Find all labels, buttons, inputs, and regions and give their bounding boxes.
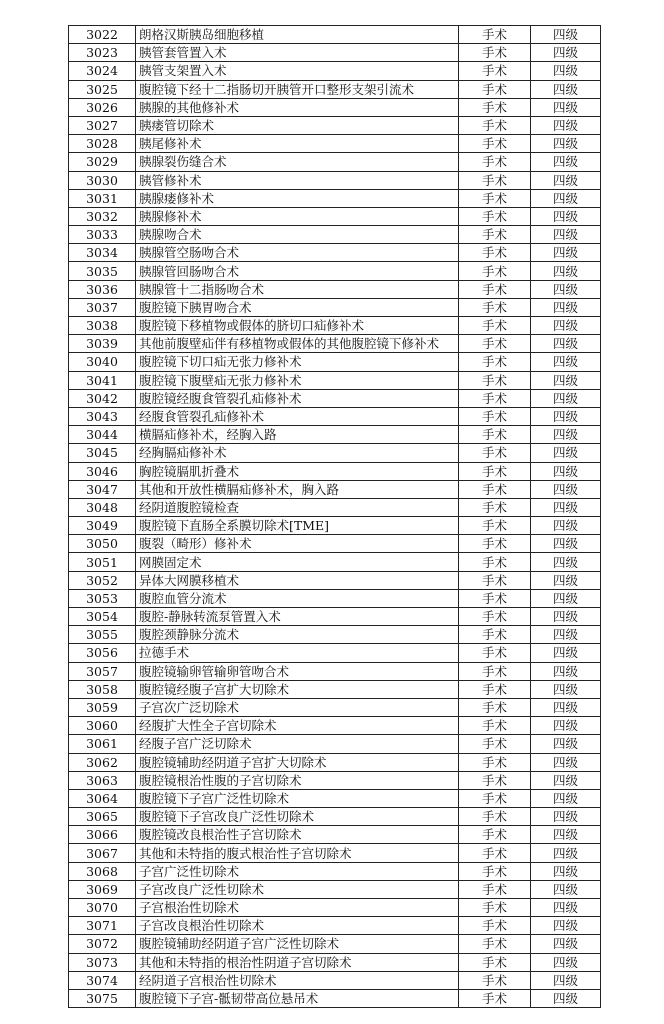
- level-cell: 四级: [531, 644, 601, 662]
- code-cell: 3054: [69, 608, 136, 626]
- code-cell: 3030: [69, 171, 136, 189]
- name-cell: 腹腔镜改良根治性子宫切除术: [136, 826, 459, 844]
- code-cell: 3069: [69, 880, 136, 898]
- level-cell: 四级: [531, 44, 601, 62]
- type-cell: 手术: [459, 608, 531, 626]
- table-row: [69, 917, 601, 935]
- table-row: [69, 244, 601, 262]
- type-cell: 手术: [459, 62, 531, 80]
- type-cell: 手术: [459, 844, 531, 862]
- table-row: [69, 644, 601, 662]
- table-row: [69, 789, 601, 807]
- type-cell: 手术: [459, 971, 531, 989]
- table-row: [69, 171, 601, 189]
- type-cell: 手术: [459, 116, 531, 134]
- type-cell: 手术: [459, 935, 531, 953]
- level-cell: 四级: [531, 444, 601, 462]
- level-cell: 四级: [531, 98, 601, 116]
- level-cell: 四级: [531, 26, 601, 44]
- table-row: [69, 535, 601, 553]
- code-cell: 3052: [69, 571, 136, 589]
- table-row: [69, 953, 601, 971]
- name-cell: 子宫改良广泛性切除术: [136, 880, 459, 898]
- code-cell: 3064: [69, 789, 136, 807]
- code-cell: 3031: [69, 189, 136, 207]
- table-row: [69, 626, 601, 644]
- code-cell: 3063: [69, 771, 136, 789]
- type-cell: 手术: [459, 553, 531, 571]
- code-cell: 3028: [69, 135, 136, 153]
- name-cell: 腹腔镜辅助经阴道子宫扩大切除术: [136, 753, 459, 771]
- type-cell: 手术: [459, 317, 531, 335]
- level-cell: 四级: [531, 389, 601, 407]
- level-cell: 四级: [531, 899, 601, 917]
- name-cell: 经阴道子宫根治性切除术: [136, 971, 459, 989]
- name-cell: 腹腔镜下切口疝无张力修补术: [136, 353, 459, 371]
- code-cell: 3067: [69, 844, 136, 862]
- level-cell: 四级: [531, 189, 601, 207]
- procedure-table-body: [69, 26, 601, 1008]
- procedure-table: [68, 25, 601, 1008]
- type-cell: 手术: [459, 953, 531, 971]
- code-cell: 3023: [69, 44, 136, 62]
- level-cell: 四级: [531, 207, 601, 225]
- name-cell: 经腹扩大性全子宫切除术: [136, 717, 459, 735]
- name-cell: 胰尾修补术: [136, 135, 459, 153]
- name-cell: 胰腺管回肠吻合术: [136, 262, 459, 280]
- name-cell: 腹腔镜下子宫-骶韧带高位悬吊术: [136, 989, 459, 1007]
- name-cell: 胰腺裂伤缝合术: [136, 153, 459, 171]
- level-cell: 四级: [531, 226, 601, 244]
- name-cell: 腹腔镜下子宫广泛性切除术: [136, 789, 459, 807]
- level-cell: 四级: [531, 298, 601, 316]
- table-row: [69, 298, 601, 316]
- type-cell: 手术: [459, 98, 531, 116]
- type-cell: 手术: [459, 753, 531, 771]
- type-cell: 手术: [459, 789, 531, 807]
- name-cell: 胰管支架置入术: [136, 62, 459, 80]
- level-cell: 四级: [531, 171, 601, 189]
- code-cell: 3024: [69, 62, 136, 80]
- code-cell: 3037: [69, 298, 136, 316]
- code-cell: 3040: [69, 353, 136, 371]
- level-cell: 四级: [531, 280, 601, 298]
- level-cell: 四级: [531, 917, 601, 935]
- table-row: [69, 698, 601, 716]
- type-cell: 手术: [459, 571, 531, 589]
- type-cell: 手术: [459, 44, 531, 62]
- level-cell: 四级: [531, 735, 601, 753]
- level-cell: 四级: [531, 771, 601, 789]
- table-row: [69, 62, 601, 80]
- name-cell: 腹腔颈静脉分流术: [136, 626, 459, 644]
- level-cell: 四级: [531, 244, 601, 262]
- table-row: [69, 553, 601, 571]
- level-cell: 四级: [531, 880, 601, 898]
- type-cell: 手术: [459, 26, 531, 44]
- code-cell: 3060: [69, 717, 136, 735]
- name-cell: 胰腺修补术: [136, 207, 459, 225]
- code-cell: 3036: [69, 280, 136, 298]
- name-cell: 腹腔-静脉转流泵管置入术: [136, 608, 459, 626]
- name-cell: 胰管套管置入术: [136, 44, 459, 62]
- table-row: [69, 899, 601, 917]
- type-cell: 手术: [459, 480, 531, 498]
- name-cell: 胰管修补术: [136, 171, 459, 189]
- code-cell: 3066: [69, 826, 136, 844]
- type-cell: 手术: [459, 989, 531, 1007]
- table-row: [69, 480, 601, 498]
- name-cell: 腹腔镜经腹食管裂孔疝修补术: [136, 389, 459, 407]
- table-row: [69, 462, 601, 480]
- code-cell: 3062: [69, 753, 136, 771]
- code-cell: 3065: [69, 808, 136, 826]
- name-cell: 胸腔镜膈肌折叠术: [136, 462, 459, 480]
- code-cell: 3025: [69, 80, 136, 98]
- code-cell: 3045: [69, 444, 136, 462]
- level-cell: 四级: [531, 80, 601, 98]
- name-cell: 腹腔镜输卵管输卵管吻合术: [136, 662, 459, 680]
- type-cell: 手术: [459, 808, 531, 826]
- table-row: [69, 207, 601, 225]
- name-cell: 网膜固定术: [136, 553, 459, 571]
- name-cell: 朗格汉斯胰岛细胞移植: [136, 26, 459, 44]
- table-row: [69, 880, 601, 898]
- code-cell: 3061: [69, 735, 136, 753]
- level-cell: 四级: [531, 680, 601, 698]
- name-cell: 胰腺吻合术: [136, 226, 459, 244]
- code-cell: 3072: [69, 935, 136, 953]
- level-cell: 四级: [531, 353, 601, 371]
- type-cell: 手术: [459, 880, 531, 898]
- code-cell: 3070: [69, 899, 136, 917]
- type-cell: 手术: [459, 262, 531, 280]
- level-cell: 四级: [531, 462, 601, 480]
- table-row: [69, 407, 601, 425]
- table-row: [69, 808, 601, 826]
- table-row: [69, 153, 601, 171]
- name-cell: 胰腺的其他修补术: [136, 98, 459, 116]
- code-cell: 3055: [69, 626, 136, 644]
- level-cell: 四级: [531, 517, 601, 535]
- table-row: [69, 571, 601, 589]
- type-cell: 手术: [459, 899, 531, 917]
- level-cell: 四级: [531, 535, 601, 553]
- table-row: [69, 317, 601, 335]
- level-cell: 四级: [531, 589, 601, 607]
- type-cell: 手术: [459, 826, 531, 844]
- type-cell: 手术: [459, 735, 531, 753]
- level-cell: 四级: [531, 335, 601, 353]
- level-cell: 四级: [531, 789, 601, 807]
- level-cell: 四级: [531, 135, 601, 153]
- type-cell: 手术: [459, 771, 531, 789]
- type-cell: 手术: [459, 80, 531, 98]
- level-cell: 四级: [531, 480, 601, 498]
- table-row: [69, 135, 601, 153]
- code-cell: 3039: [69, 335, 136, 353]
- table-row: [69, 426, 601, 444]
- level-cell: 四级: [531, 662, 601, 680]
- table-row: [69, 189, 601, 207]
- code-cell: 3057: [69, 662, 136, 680]
- type-cell: 手术: [459, 698, 531, 716]
- code-cell: 3047: [69, 480, 136, 498]
- table-row: [69, 335, 601, 353]
- type-cell: 手术: [459, 371, 531, 389]
- table-row: [69, 771, 601, 789]
- table-row: [69, 935, 601, 953]
- level-cell: 四级: [531, 426, 601, 444]
- code-cell: 3029: [69, 153, 136, 171]
- type-cell: 手术: [459, 135, 531, 153]
- type-cell: 手术: [459, 153, 531, 171]
- name-cell: 其他和开放性横膈疝修补术，胸入路: [136, 480, 459, 498]
- level-cell: 四级: [531, 953, 601, 971]
- name-cell: 异体大网膜移植术: [136, 571, 459, 589]
- type-cell: 手术: [459, 353, 531, 371]
- level-cell: 四级: [531, 971, 601, 989]
- type-cell: 手术: [459, 426, 531, 444]
- code-cell: 3071: [69, 917, 136, 935]
- name-cell: 腹腔镜根治性腹的子宫切除术: [136, 771, 459, 789]
- type-cell: 手术: [459, 298, 531, 316]
- level-cell: 四级: [531, 862, 601, 880]
- name-cell: 子宫根治性切除术: [136, 899, 459, 917]
- code-cell: 3034: [69, 244, 136, 262]
- code-cell: 3022: [69, 26, 136, 44]
- name-cell: 腹腔镜下胰胃吻合术: [136, 298, 459, 316]
- level-cell: 四级: [531, 571, 601, 589]
- type-cell: 手术: [459, 171, 531, 189]
- type-cell: 手术: [459, 498, 531, 516]
- table-row: [69, 98, 601, 116]
- name-cell: 腹腔血管分流术: [136, 589, 459, 607]
- type-cell: 手术: [459, 644, 531, 662]
- level-cell: 四级: [531, 407, 601, 425]
- name-cell: 胰腺管十二指肠吻合术: [136, 280, 459, 298]
- type-cell: 手术: [459, 226, 531, 244]
- code-cell: 3032: [69, 207, 136, 225]
- type-cell: 手术: [459, 517, 531, 535]
- code-cell: 3044: [69, 426, 136, 444]
- level-cell: 四级: [531, 317, 601, 335]
- name-cell: 经胸膈疝修补术: [136, 444, 459, 462]
- type-cell: 手术: [459, 862, 531, 880]
- level-cell: 四级: [531, 717, 601, 735]
- table-row: [69, 753, 601, 771]
- name-cell: 横膈疝修补术，经胸入路: [136, 426, 459, 444]
- level-cell: 四级: [531, 626, 601, 644]
- type-cell: 手术: [459, 189, 531, 207]
- code-cell: 3038: [69, 317, 136, 335]
- type-cell: 手术: [459, 535, 531, 553]
- table-row: [69, 280, 601, 298]
- code-cell: 3051: [69, 553, 136, 571]
- name-cell: 腹裂（畸形）修补术: [136, 535, 459, 553]
- name-cell: 经腹食管裂孔疝修补术: [136, 407, 459, 425]
- type-cell: 手术: [459, 462, 531, 480]
- type-cell: 手术: [459, 589, 531, 607]
- level-cell: 四级: [531, 989, 601, 1007]
- type-cell: 手术: [459, 389, 531, 407]
- type-cell: 手术: [459, 207, 531, 225]
- name-cell: 胰瘘管切除术: [136, 116, 459, 134]
- name-cell: 胰腺管空肠吻合术: [136, 244, 459, 262]
- code-cell: 3042: [69, 389, 136, 407]
- table-row: [69, 662, 601, 680]
- name-cell: 经腹子宫广泛切除术: [136, 735, 459, 753]
- level-cell: 四级: [531, 498, 601, 516]
- table-row: [69, 589, 601, 607]
- code-cell: 3048: [69, 498, 136, 516]
- name-cell: 其他前腹壁疝伴有移植物或假体的其他腹腔镜下修补术: [136, 335, 459, 353]
- code-cell: 3056: [69, 644, 136, 662]
- table-row: [69, 717, 601, 735]
- table-row: [69, 971, 601, 989]
- name-cell: 腹腔镜下直肠全系膜切除术[TME]: [136, 517, 459, 535]
- level-cell: 四级: [531, 153, 601, 171]
- name-cell: 腹腔镜经腹子宫扩大切除术: [136, 680, 459, 698]
- name-cell: 腹腔镜下移植物或假体的脐切口疝修补术: [136, 317, 459, 335]
- level-cell: 四级: [531, 116, 601, 134]
- table-row: [69, 608, 601, 626]
- name-cell: 胰腺瘘修补术: [136, 189, 459, 207]
- type-cell: 手术: [459, 335, 531, 353]
- level-cell: 四级: [531, 62, 601, 80]
- code-cell: 3046: [69, 462, 136, 480]
- table-row: [69, 826, 601, 844]
- code-cell: 3027: [69, 116, 136, 134]
- table-row: [69, 389, 601, 407]
- name-cell: 腹腔镜下经十二指肠切开胰管开口整形支架引流术: [136, 80, 459, 98]
- code-cell: 3059: [69, 698, 136, 716]
- type-cell: 手术: [459, 662, 531, 680]
- type-cell: 手术: [459, 717, 531, 735]
- name-cell: 子宫广泛性切除术: [136, 862, 459, 880]
- level-cell: 四级: [531, 844, 601, 862]
- level-cell: 四级: [531, 262, 601, 280]
- table-row: [69, 262, 601, 280]
- type-cell: 手术: [459, 626, 531, 644]
- name-cell: 其他和未特指的腹式根治性子宫切除术: [136, 844, 459, 862]
- code-cell: 3033: [69, 226, 136, 244]
- table-row: [69, 371, 601, 389]
- level-cell: 四级: [531, 935, 601, 953]
- table-row: [69, 80, 601, 98]
- table-row: [69, 517, 601, 535]
- code-cell: 3049: [69, 517, 136, 535]
- level-cell: 四级: [531, 698, 601, 716]
- table-row: [69, 498, 601, 516]
- code-cell: 3053: [69, 589, 136, 607]
- level-cell: 四级: [531, 371, 601, 389]
- type-cell: 手术: [459, 244, 531, 262]
- table-row: [69, 226, 601, 244]
- table-row: [69, 444, 601, 462]
- code-cell: 3050: [69, 535, 136, 553]
- table-row: [69, 862, 601, 880]
- code-cell: 3041: [69, 371, 136, 389]
- level-cell: 四级: [531, 553, 601, 571]
- table-row: [69, 680, 601, 698]
- code-cell: 3035: [69, 262, 136, 280]
- name-cell: 其他和未特指的根治性阴道子宫切除术: [136, 953, 459, 971]
- table-row: [69, 353, 601, 371]
- level-cell: 四级: [531, 826, 601, 844]
- name-cell: 拉德手术: [136, 644, 459, 662]
- name-cell: 腹腔镜辅助经阴道子宫广泛性切除术: [136, 935, 459, 953]
- code-cell: 3026: [69, 98, 136, 116]
- table-row: [69, 735, 601, 753]
- type-cell: 手术: [459, 917, 531, 935]
- name-cell: 子宫改良根治性切除术: [136, 917, 459, 935]
- table-row: [69, 116, 601, 134]
- code-cell: 3074: [69, 971, 136, 989]
- code-cell: 3043: [69, 407, 136, 425]
- level-cell: 四级: [531, 808, 601, 826]
- table-row: [69, 44, 601, 62]
- level-cell: 四级: [531, 608, 601, 626]
- type-cell: 手术: [459, 680, 531, 698]
- level-cell: 四级: [531, 753, 601, 771]
- table-row: [69, 989, 601, 1007]
- code-cell: 3075: [69, 989, 136, 1007]
- name-cell: 经阴道腹腔镜检查: [136, 498, 459, 516]
- name-cell: 腹腔镜下子宫改良广泛性切除术: [136, 808, 459, 826]
- table-row: [69, 26, 601, 44]
- code-cell: 3073: [69, 953, 136, 971]
- table-row: [69, 844, 601, 862]
- type-cell: 手术: [459, 444, 531, 462]
- name-cell: 腹腔镜下腹壁疝无张力修补术: [136, 371, 459, 389]
- name-cell: 子宫次广泛切除术: [136, 698, 459, 716]
- code-cell: 3068: [69, 862, 136, 880]
- type-cell: 手术: [459, 407, 531, 425]
- code-cell: 3058: [69, 680, 136, 698]
- type-cell: 手术: [459, 280, 531, 298]
